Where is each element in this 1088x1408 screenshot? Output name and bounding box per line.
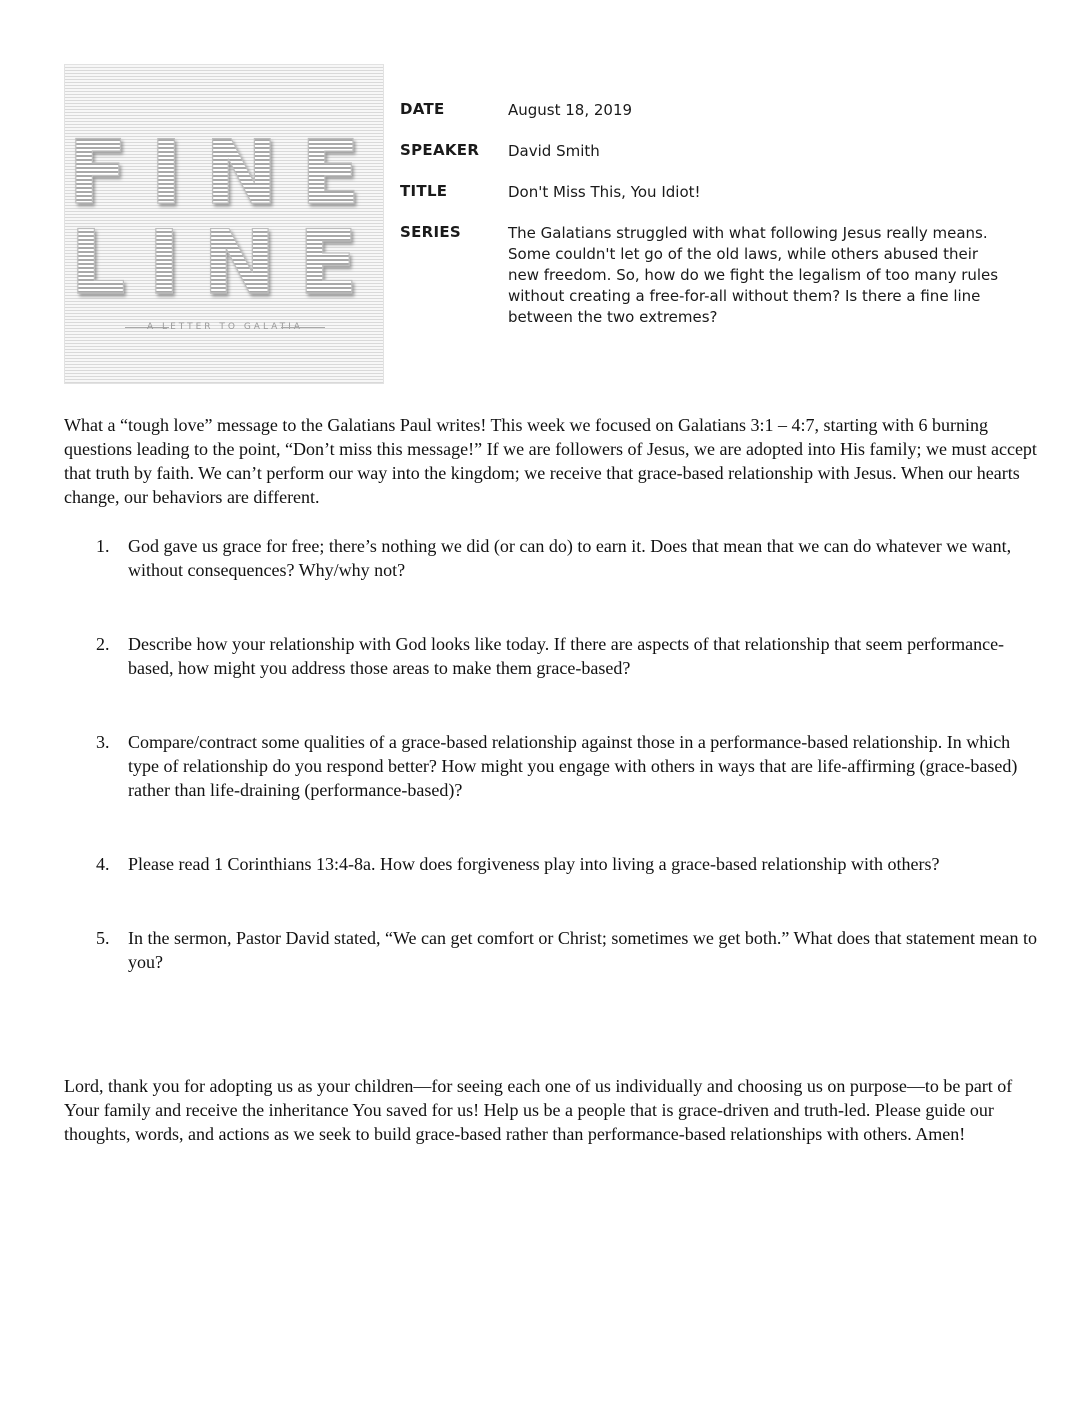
cover-title-art: [65, 65, 384, 384]
title-row: [400, 182, 1040, 203]
intro-paragraph: What a “tough love” message to the Galatians Paul writes! This week we focused on Galatians 3:1 – 4:7, starting with 6 burning questions leading to the point, “Don’t miss this message!” If we are followers of Jesus, we are adopted into His family; we must accept that truth by faith. We can’t perform our way into the kingdom; we receive that grace-based relationship with Jesus. When our hearts change, our behaviors are different.: [64, 415, 1037, 507]
closing-prayer: Lord, thank you for adopting us as your children—for seeing each one of us individually and choosing us on purpose—to be part of Your family and receive the inheritance You saved for us! Help us be a people that is grace-driven and truth-led. Please guide our thoughts, words, and actions as we seek to build grace-based rather than performance-based relationships with others. Amen!: [64, 1076, 1013, 1144]
sermon-info: [400, 100, 1040, 348]
speaker-value: David Smith: [508, 142, 600, 160]
question-text: In the sermon, Pastor David stated, “We can get comfort or Christ; sometimes we get both.” What does that statement mean to you?: [128, 928, 1037, 972]
question-item: [64, 852, 1039, 876]
date-value: August 18, 2019: [508, 101, 633, 119]
series-row: [400, 223, 1040, 328]
sermon-series-cover-image: [64, 64, 384, 384]
question-text: God gave us grace for free; there’s nothing we did (or can do) to earn it. Does that mean that we can do whatever we want, without consequences? Why/why not?: [128, 536, 1012, 580]
question-text: Please read 1 Corinthians 13:4-8a. How does forgiveness play into living a grace-based relationship with others?: [128, 854, 940, 874]
series-label: SERIES: [400, 223, 462, 241]
date-label: DATE: [400, 100, 445, 118]
speaker-row: [400, 141, 1040, 162]
cover-subtitle-rule-right: [281, 327, 325, 328]
question-text: Describe how your relationship with God looks like today. If there are aspects of that relationship that seem performance-based, how might you address those areas to make them grace-based?: [128, 634, 1005, 678]
question-item: [64, 534, 1039, 582]
date-row: [400, 100, 1040, 121]
cover-title-line2: LINE: [69, 211, 381, 314]
question-number: 4.: [96, 854, 110, 874]
speaker-label: SPEAKER: [400, 141, 480, 159]
discussion-questions: [64, 534, 1039, 1024]
question-item: [64, 632, 1039, 680]
question-number: 1.: [96, 536, 110, 556]
series-description: The Galatians struggled with what following Jesus really means. Some couldn't let go of the old laws, while others abused their new freedom. So, how do we fight the legalism of too many rules without creating a free-for-all without them? Is there a fine line between the two extremes?: [508, 224, 999, 326]
question-number: 2.: [96, 634, 110, 654]
cover-title-line1: FINE: [67, 121, 383, 224]
question-number: 3.: [96, 732, 110, 752]
question-item: [64, 730, 1039, 802]
title-label: TITLE: [400, 182, 448, 200]
title-value: Don't Miss This, You Idiot!: [508, 183, 701, 201]
question-text: Compare/contract some qualities of a grace-based relationship against those in a performance-based relationship. In which type of relationship do you respond better? How might you engage with others in ways that are life-affirming (grace-based) rather than life-draining (performance-based)?: [128, 732, 1018, 800]
question-item: [64, 926, 1039, 974]
cover-subtitle: A LETTER TO GALATIA: [147, 322, 303, 332]
question-number: 5.: [96, 928, 110, 948]
